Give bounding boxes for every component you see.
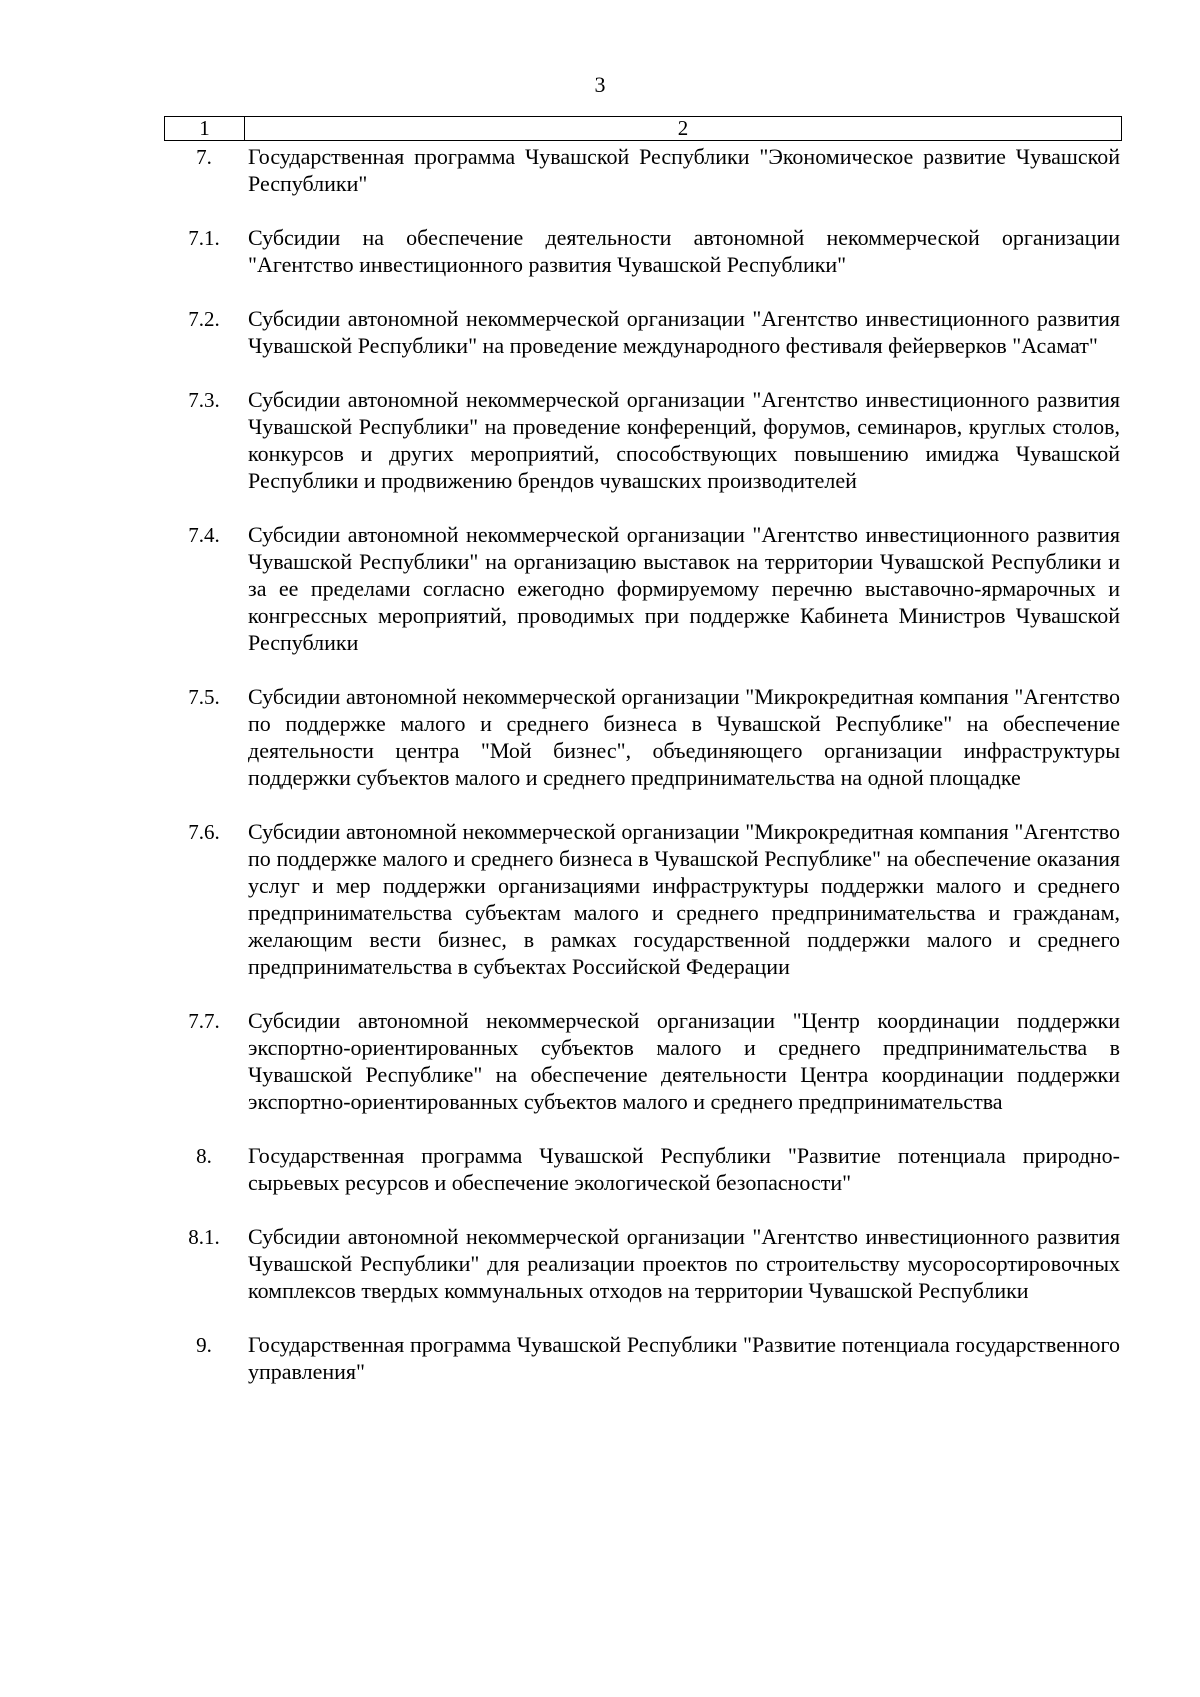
item-number: 7. [196,145,212,169]
item-number: 7.3. [188,388,220,412]
list-item [164,386,1122,494]
item-number: 7.7. [188,1009,220,1033]
list-item [164,1142,1122,1196]
list-item [164,143,1122,197]
item-text: Субсидии автономной некоммерческой организации "Центр координации поддержки экспортно-ориентированных субъектов малого и среднего предпринимательства в Чувашской Республике" на обеспечение деятельности Центра координации поддержки экспортно-ориентированных субъектов малого и среднего предпринимательства [248,1008,1120,1114]
item-number: 7.1. [188,226,220,250]
table-header-col-1: 1 [165,117,245,140]
item-text: Государственная программа Чувашской Республики "Развитие потенциала государственного управления" [248,1332,1120,1384]
item-text: Субсидии на обеспечение деятельности автономной некоммерческой организации "Агентство инвестиционного развития Чувашской Республики" [248,225,1120,277]
item-text: Государственная программа Чувашской Республики "Развитие потенциала природно-сырьевых ресурсов и обеспечение экологической безопасности" [248,1143,1120,1195]
item-text: Субсидии автономной некоммерческой организации "Микрокредитная компания "Агентство по поддержке малого и среднего бизнеса в Чувашской Республике" на обеспечение оказания услуг и мер поддержки организациями инфраструктуры поддержки малого и среднего предпринимательства субъектам малого и среднего предпринимательства и гражданам, желающим вести бизнес, в рамках государственной поддержки малого и среднего предпринимательства в субъектах Российской Федерации [248,819,1120,979]
list-item [164,521,1122,656]
item-text: Субсидии автономной некоммерческой организации "Агентство инвестиционного развития Чувашской Республики" на проведение конференций, форумов, семинаров, круглых столов, конкурсов и других мероприятий, способствующих повышению имиджа Чувашской Республики и продвижению брендов чувашских производителей [248,387,1120,493]
item-number: 9. [196,1333,212,1357]
item-number: 7.4. [188,523,220,547]
item-number: 7.5. [188,685,220,709]
table-header-col-2: 2 [677,116,689,140]
page-number: 3 [594,72,606,97]
list-item [164,1331,1122,1385]
item-number: 7.2. [188,307,220,331]
list-item [164,818,1122,980]
item-number: 8.1. [188,1225,220,1249]
item-text: Субсидии автономной некоммерческой организации "Микрокредитная компания "Агентство по поддержке малого и среднего бизнеса в Чувашской Республике" на обеспечение деятельности центра "Мой бизнес", объединяющего организации инфраструктуры поддержки субъектов малого и среднего предпринимательства на одной площадке [248,684,1120,790]
item-text: Субсидии автономной некоммерческой организации "Агентство инвестиционного развития Чувашской Республики" на проведение международного фестиваля фейерверков "Асамат" [248,306,1120,358]
subsidy-list [164,143,1122,1412]
list-item [164,305,1122,359]
item-text: Субсидии автономной некоммерческой организации "Агентство инвестиционного развития Чувашской Республики" для реализации проектов по строительству мусоросортировочных комплексов твердых коммунальных отходов на территории Чувашской Республики [248,1224,1120,1303]
table-header-row [164,116,1122,141]
item-text: Государственная программа Чувашской Республики "Экономическое развитие Чувашской Республики" [248,144,1120,196]
item-number: 7.6. [188,820,220,844]
list-item [164,224,1122,278]
list-item [164,683,1122,791]
list-item [164,1007,1122,1115]
item-text: Субсидии автономной некоммерческой организации "Агентство инвестиционного развития Чувашской Республики" на организацию выставок на территории Чувашской Республики и за ее пределами согласно ежегодно формируемому перечню выставочно-ярмарочных и конгрессных мероприятий, проводимых при поддержке Кабинета Министров Чувашской Республики [248,522,1120,655]
list-item [164,1223,1122,1304]
item-number: 8. [196,1144,212,1168]
